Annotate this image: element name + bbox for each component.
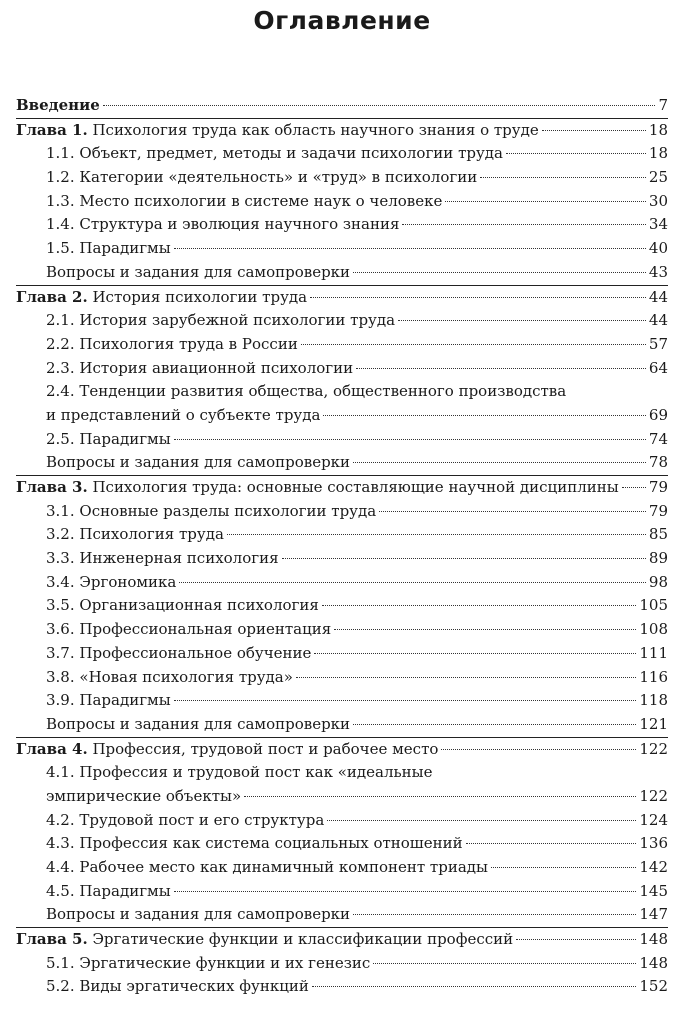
toc-entry-text [46,357,353,381]
toc-entry-text [46,618,331,642]
page-number: 111 [639,643,668,662]
toc-section-entry[interactable] [16,428,668,452]
toc-section-entry[interactable] [16,523,668,547]
toc-chapter-number: Введение [16,96,100,114]
toc-entry-title: 3.5. Организационная психология [46,596,319,615]
dot-leader [327,820,636,821]
toc-entry-title: 1.1. Объект, предмет, методы и задачи психологии труда [46,144,503,163]
toc-entry-text [46,571,176,595]
page-number: 121 [639,714,668,733]
toc-chapter-entry[interactable] [16,737,668,762]
toc-entry-text [16,94,100,118]
dot-leader [356,368,646,369]
toc-entry-text [46,642,311,666]
toc-entry-text [46,213,399,237]
toc-entry-text [16,286,307,310]
toc-entry-title: 4.3. Профессия как система социальных отношений [46,834,463,853]
page-number: 74 [648,429,668,448]
toc-chapter-number: Глава 4. [16,739,88,758]
page-number: 57 [648,334,668,353]
toc-chapter-entry[interactable] [16,927,668,952]
page-number: 124 [639,810,668,829]
dot-leader [480,177,646,178]
toc-entry-title: Вопросы и задания для самопроверки [46,262,351,281]
page-number: 44 [648,287,668,306]
page-number: 122 [639,739,668,758]
toc-entry-title: 3.6. Профессиональная ориентация [46,620,332,639]
dot-leader [491,867,636,868]
toc-entry-title: Эргатические функции и классификации профессий [87,930,514,949]
toc-entry-text [46,903,350,927]
toc-section-entry[interactable] [16,713,668,737]
page-number: 98 [648,572,668,591]
toc-entry-title: 2.2. Психология труда в России [46,334,298,353]
toc-entry-text: 4.1. Профессия и трудовой пост как «идеальные [46,763,433,782]
toc-entry-text [46,404,320,428]
dot-leader [398,320,646,321]
dot-leader [174,891,637,892]
toc-chapter-entry[interactable] [16,94,668,118]
toc-section-entry[interactable] [16,357,668,381]
toc-section-entry[interactable] [16,856,668,880]
page-number: 85 [648,525,668,544]
toc-entry-text [16,119,539,143]
page-number: 136 [639,834,668,853]
toc-entry-title: 1.4. Структура и эволюция научного знания [46,215,400,234]
toc-entry-text [46,547,279,571]
page-number: 108 [639,620,668,639]
dot-leader [174,700,637,701]
dot-leader [227,534,646,535]
toc-entry-text [16,738,438,762]
toc-entry-title: 3.2. Психология труда [46,525,224,544]
toc-entry-title: 3.9. Парадигмы [46,691,171,710]
toc-entry-text [16,476,619,500]
dot-leader [353,462,646,463]
dot-leader [542,130,646,131]
dot-leader [353,272,646,273]
dot-leader [445,201,646,202]
toc-entry-title: 5.2. Виды эргатических функций [46,977,309,996]
toc-entry-title: и представлений о субъекте труда [46,405,321,424]
page-number: 118 [639,691,668,710]
toc-entry-text [46,500,376,524]
toc-chapter-number: Глава 3. [16,478,88,496]
toc-entry-text [46,166,477,190]
toc-entry-text [46,856,488,880]
dot-leader [310,297,646,298]
page-number: 44 [648,311,668,330]
toc-entry-title: 5.1. Эргатические функции и их генезис [46,953,371,972]
page-number: 64 [648,358,668,377]
toc-entry-text [46,428,171,452]
toc-entry-text [46,975,309,999]
toc-section-entry[interactable] [16,500,668,524]
dot-leader [506,153,646,154]
page-number: 148 [639,930,668,949]
toc-section-entry[interactable] [16,975,668,999]
dot-leader [179,582,646,583]
toc-entry-text [46,523,224,547]
toc-chapter-entry[interactable] [16,475,668,500]
page-number: 18 [648,144,668,163]
toc-chapter-number: Глава 1. [16,120,88,139]
toc-entry-title: 3.1. Основные разделы психологии труда [46,501,377,520]
toc-entry-text [46,713,350,737]
toc-entry-text [46,785,241,809]
toc-section-entry[interactable] [16,237,668,261]
page-number: 105 [639,596,668,615]
page-number: 145 [639,881,668,900]
dot-leader [301,344,646,345]
table-of-contents [16,94,668,999]
toc-section-entry[interactable] [16,142,668,166]
toc-section-entry[interactable] [16,190,668,214]
toc-section-entry[interactable] [16,213,668,237]
toc-section-entry[interactable] [16,333,668,357]
dot-leader [353,914,636,915]
toc-entry-title: Вопросы и задания для самопроверки [46,714,351,733]
toc-entry-text [46,666,293,690]
page-number: 122 [639,786,668,805]
dot-leader [312,986,637,987]
toc-section-entry[interactable] [16,571,668,595]
page-number: 142 [639,858,668,876]
toc-entry-text: 2.4. Тенденции развития общества, общественного производства [46,382,567,401]
dot-leader [516,939,636,940]
dot-leader [323,415,645,416]
dot-leader [353,724,636,725]
page-number: 116 [639,667,668,686]
page-number: 30 [648,191,668,210]
dot-leader [466,843,637,844]
page-number: 152 [639,977,668,996]
toc-section-entry[interactable] [16,785,668,809]
toc-section-entry[interactable] [16,666,668,690]
toc-entry-text [46,594,319,618]
toc-entry-title: Психология труда как область научного знания о труде [87,120,539,139]
dot-leader [174,439,646,440]
toc-chapter-number: Глава 5. [16,930,88,949]
toc-entry-text [16,928,513,952]
toc-chapter-entry[interactable] [16,118,668,143]
dot-leader [174,248,646,249]
dot-leader [296,677,636,678]
toc-section-entry[interactable] [16,547,668,571]
dot-leader [334,629,636,630]
toc-section-entry[interactable] [16,809,668,833]
dot-leader [103,105,656,106]
toc-entry-text [46,832,463,856]
toc-entry-title: Вопросы и задания для самопроверки [46,453,351,472]
toc-entry-title: История психологии труда [87,287,308,306]
toc-entry-text [46,142,503,166]
toc-entry-text [46,689,171,713]
page-number: 43 [648,262,668,281]
page-number: 79 [648,478,668,496]
toc-entry-title: 4.2. Трудовой пост и его структура [46,810,325,829]
page-number: 89 [648,549,668,568]
toc-entry-title: 3.8. «Новая психология труда» [46,667,293,686]
toc-section-entry[interactable] [16,618,668,642]
toc-section-entry[interactable] [16,309,668,333]
toc-chapter-entry[interactable] [16,285,668,310]
toc-section-entry[interactable] [16,952,668,976]
toc-entry-line [16,761,668,785]
toc-entry-text [46,309,395,333]
page-number: 7 [658,96,668,114]
toc-entry-title: 1.5. Парадигмы [46,239,171,258]
page-number: 40 [648,239,668,258]
toc-section-entry[interactable] [16,594,668,618]
toc-section-entry[interactable] [16,261,668,285]
toc-entry-title: 2.1. История зарубежной психологии труда [46,311,396,330]
toc-entry-text [46,261,350,285]
toc-section-entry[interactable] [16,689,668,713]
toc-entry-title: Вопросы и задания для самопроверки [46,905,351,924]
toc-entry-title: 3.7. Профессиональное обучение [46,643,312,662]
toc-section-entry[interactable] [16,832,668,856]
page-number: 25 [648,168,668,187]
page-title: Оглавление [253,6,431,35]
toc-entry-text [46,190,442,214]
page-number: 148 [639,953,668,972]
toc-entry-title: 1.2. Категории «деятельность» и «труд» в психологии [46,168,478,187]
dot-leader [282,558,646,559]
dot-leader [622,487,646,488]
page-number: 69 [648,405,668,424]
page-number: 18 [648,120,668,139]
toc-entry-title: Профессия, трудовой пост и рабочее место [87,739,439,758]
dot-leader [244,796,636,797]
toc-section-entry[interactable] [16,404,668,428]
toc-entry-title: 1.3. Место психологии в системе наук о человеке [46,191,443,210]
dot-leader [322,605,637,606]
page-number: 34 [648,215,668,234]
dot-leader [379,511,646,512]
toc-entry-title: 3.3. Инженерная психология [46,549,279,568]
dot-leader [373,963,636,964]
toc-entry-title: 4.5. Парадигмы [46,881,171,900]
toc-entry-text [46,237,171,261]
toc-section-entry[interactable] [16,451,668,475]
toc-chapter-number: Глава 2. [16,287,88,306]
toc-entry-title: Психология труда: основные составляющие научной дисциплины [87,478,619,496]
toc-entry-title: эмпирические объекты» [46,786,242,805]
page-number: 79 [648,501,668,520]
toc-entry-text [46,952,370,976]
toc-entry-text [46,809,324,833]
dot-leader [402,224,645,225]
toc-entry-title: 2.3. История авиационной психологии [46,358,354,377]
toc-entry-text [46,333,298,357]
toc-section-entry[interactable] [16,903,668,927]
toc-section-entry[interactable] [16,642,668,666]
toc-entry-text [46,880,171,904]
toc-entry-title: 3.4. Эргономика [46,572,177,591]
page-number: 147 [639,905,668,924]
toc-entry-title: 2.5. Парадигмы [46,429,171,448]
page-number: 78 [648,453,668,472]
toc-entry-text [46,451,350,475]
toc-entry-title: 4.4. Рабочее место как динамичный компонент триады [46,858,488,876]
dot-leader [314,653,636,654]
toc-section-entry[interactable] [16,166,668,190]
toc-section-entry[interactable] [16,880,668,904]
dot-leader [441,749,636,750]
toc-entry-line [16,380,668,404]
